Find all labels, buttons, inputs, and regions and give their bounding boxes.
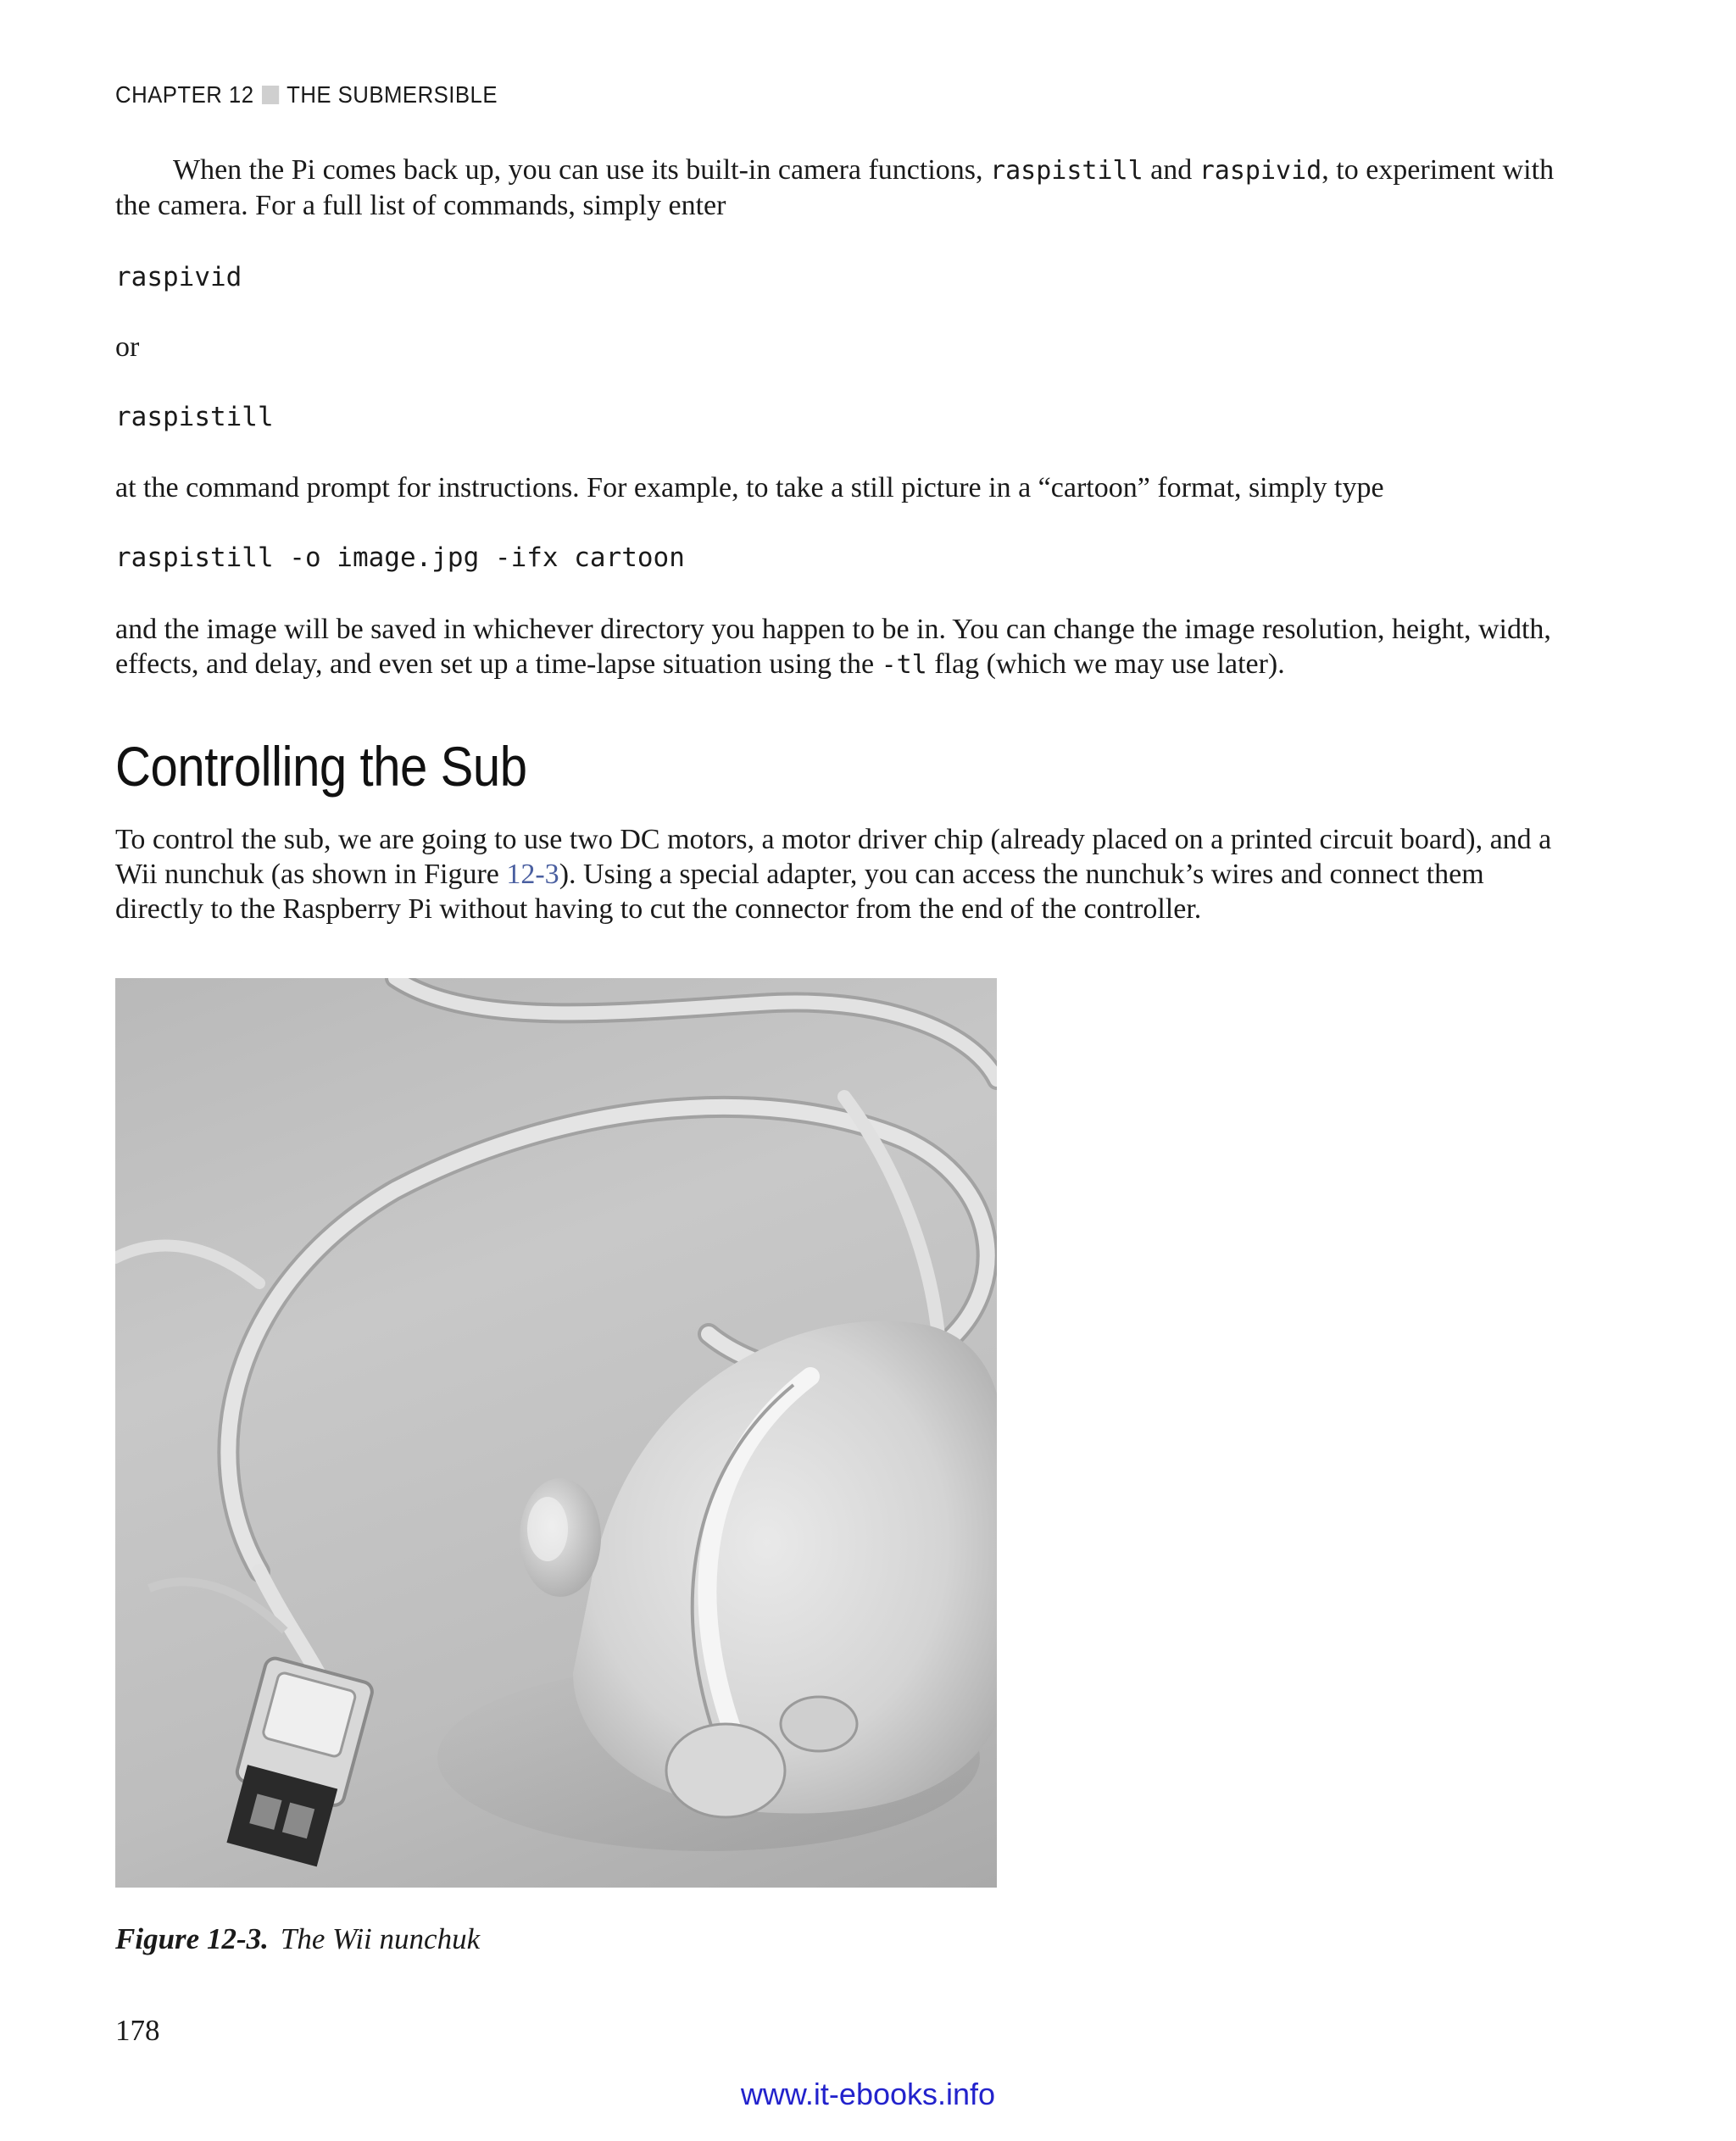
text-run: , to experiment with the camera. For a full list of commands, simply enter [115, 154, 1555, 221]
nunchuk-photo [115, 978, 997, 1888]
code-raspistill: raspistill [115, 402, 274, 432]
intro-paragraph-2: at the command prompt for instructions. For example, to take a still picture in a “cartoon” format, simply type [115, 472, 1384, 503]
intro-paragraph-3 [115, 612, 1556, 682]
text-run: ). Using a special adapter, you can access the nunchuk’s wires and connect them directly to the Raspberry Pi without having to cut the connector from the end of the controller. [115, 859, 1484, 925]
figure-image-wii-nunchuk [115, 978, 997, 1888]
running-head [115, 81, 498, 108]
text-run: To control the sub, we are going to use two DC motors, a motor driver chip (already placed on a printed circuit board), and a Wii nunchuk (as shown in Figure [115, 824, 1552, 890]
or-text: or [115, 331, 140, 363]
text-run: and [1143, 154, 1199, 186]
intro-paragraph-1 [115, 153, 1556, 223]
chapter-label: CHAPTER 12 [115, 81, 254, 108]
inline-code-raspivid: raspivid [1199, 156, 1322, 186]
code-raspistill-cartoon: raspistill -o image.jpg -ifx cartoon [115, 542, 685, 573]
figure-reference-link[interactable]: 12-3 [506, 859, 559, 890]
section-paragraph [115, 822, 1556, 926]
chapter-title: THE SUBMERSIBLE [287, 81, 498, 108]
text-run: flag (which we may use later). [926, 648, 1285, 680]
footer-website-link[interactable]: www.it-ebooks.info [740, 2077, 996, 2111]
section-heading: Controlling the Sub [115, 735, 527, 798]
code-raspivid: raspivid [115, 262, 242, 292]
inline-code-raspistill: raspistill [990, 156, 1143, 186]
inline-code-tl-flag: -tl [881, 650, 927, 680]
text-run: and the image will be saved in whichever directory you happen to be in. You can change the image resolution, height, width, effects, and delay, and even set up a time-lapse situation using the [115, 614, 1551, 680]
figure-label: Figure 12-3. [115, 1922, 269, 1955]
separator-square-icon [262, 86, 279, 104]
figure-caption-text: The Wii nunchuk [280, 1922, 481, 1955]
page-number: 178 [115, 2014, 160, 2047]
figure-caption [115, 1922, 480, 1956]
text-run: When the Pi comes back up, you can use its built-in camera functions, [173, 154, 991, 186]
